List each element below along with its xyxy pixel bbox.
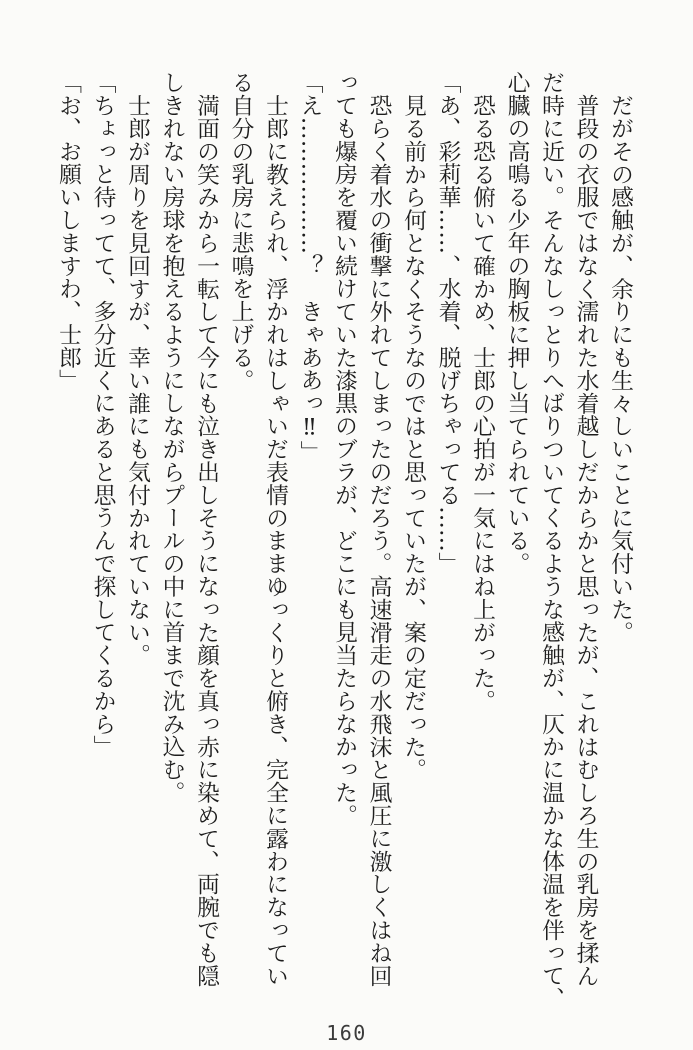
text-line: 恐らく着水の衝撃に外れてしまったのだろう。高速滑走の水飛沫と風圧に激しくはね回 (365, 93, 392, 987)
text-line: 心臓の高鳴る少年の胸板に押し当てられている。 (503, 71, 530, 575)
text-line: だがその感触が、余りにも生々しいことに気付いた。 (607, 93, 633, 644)
text-line: しきれない房球を抱えるようにしながらプールの中に首まで沈み込む。 (158, 71, 185, 804)
text-line: 見る前から何となくそうなのではと思っていたが、案の定だった。 (400, 93, 426, 781)
page-text (51, 71, 638, 1019)
text-line: 「ちょっと待ってて、多分近くにあると思うんで探してくるから」 (89, 71, 116, 758)
text-line: 士郎が周りを見回すが、幸い誰にも気付かれていない。 (124, 93, 150, 667)
text-line: 「お、お願いしますわ、士郎」 (55, 71, 81, 392)
text-line: 恐る恐る俯いて確かめ、士郎の心拍が一気にはね上がった。 (469, 93, 495, 713)
page-number: 160 (326, 1021, 367, 1045)
text-line: る自分の乳房に悲鳴を上げる。 (227, 71, 254, 392)
text-line: 満面の笑みから一転して今にも泣き出しそうになった顔を真っ赤に染めて、両腕でも隠 (193, 93, 219, 987)
text-line: 士郎に教えられ、浮かれはしゃいだ表情のままゆっくりと俯き、完全に露わになってい (262, 93, 288, 987)
text-line: っても爆房を覆い続けていた漆黒のブラが、どこにも見当たらなかった。 (331, 71, 357, 827)
text-line: だ時に近い。そんなしっとりへばりついてくるような感触が、仄かに温かな体温を伴って、 (538, 71, 564, 1010)
text-line: 「あ、彩莉華……、水着、脱げちゃってる……」 (434, 71, 461, 575)
text-line: 「え………………？ きゃああっ‼」 (296, 71, 323, 464)
text-line: 普段の衣服ではなく濡れた水着越しだからかと思ったが、これはむしろ生の乳房を揉ん (572, 93, 599, 987)
